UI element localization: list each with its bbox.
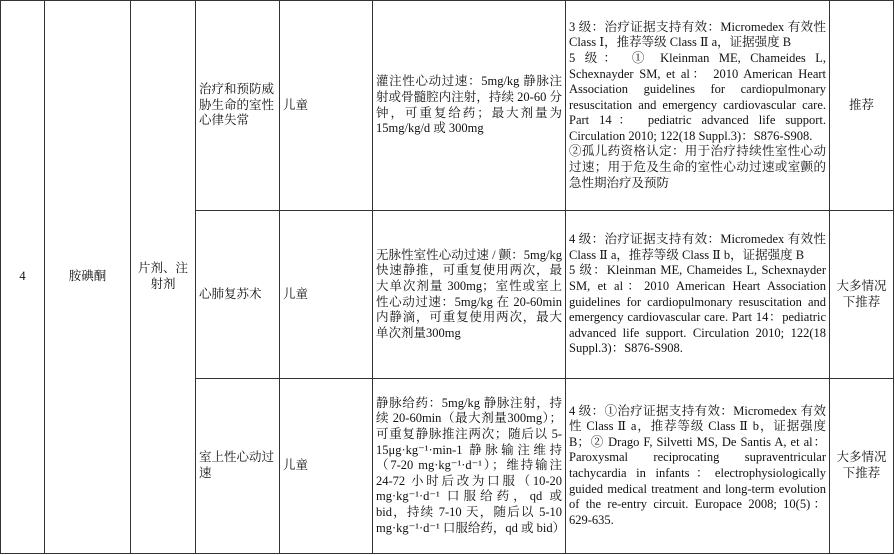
drug-name: 胺碘酮 (45, 1, 131, 554)
population-cell: 儿童 (280, 211, 373, 379)
row-number: 4 (1, 1, 45, 554)
dosage-cell: 静脉给药：5mg/kg 静脉注射，持续 20-60min（最大剂量300mg）；可重复静脉推注两次；随后以 5-15μg·kg⁻¹·min-1 静脉输注维持（7-20 mg·kg⁻¹·d⁻¹）；维持输注 24-72 小时后改为口服（10-20 mg·kg⁻¹·d⁻¹ 口服给药，qd 或 bid，持续 7-10 天，随后以 5-10 mg·kg⁻¹·d⁻¹ 口服给药，qd 或 bid） (373, 379, 566, 554)
indication-cell: 治疗和预防威胁生命的室性心律失常 (196, 1, 280, 211)
evidence-line: ②孤儿药资格认定：用于治疗持续性室性心动过速；用于危及生命的室性心动过速或室颤的急性期治疗及预防 (569, 144, 826, 190)
evidence-cell (566, 1, 830, 211)
dosage-form: 片剂、注射剂 (131, 1, 196, 554)
dosage-cell: 无脉性室性心动过速 / 颤：5mg/kg 快速静推，可重复使用两次，最大单次剂量 300mg；室性或室上性心动过速：5mg/kg 在 20-60min 内静滴，可重复使用两次，最大单次剂量300mg (373, 211, 566, 379)
evidence-line: 5 级：Kleinman ME, Chameides L, Schexnayder SM, et al：2010 American Heart Association guidelines for cardiopulmonary resuscitation and emergency cardiovascular care. Part 14：pediatric advanced life support. Circulation 2010; 122(18 Suppl.3)：S876-S908. (569, 263, 826, 356)
population-cell: 儿童 (280, 379, 373, 554)
table-row (1, 1, 894, 211)
evidence-cell (566, 379, 830, 554)
evidence-line: 5 级： ① Kleinman ME, Chameides L, Schexnayder SM, et al： 2010 American Heart Association guidelines for cardiopulmonary resuscitation and emergency cardiovascular care. Part 14： pediatric advanced life support. Circulation 2010; 122(18 Suppl.3)：S876-S908. (569, 50, 826, 143)
evidence-line: 3 级：治疗证据支持有效：Micromedex 有效性 Class Ⅰ，推荐等级 Class Ⅱ a，证据强度 B (569, 19, 826, 50)
indication-cell: 室上性心动过速 (196, 379, 280, 554)
recommendation-cell: 大多情况下推荐 (830, 379, 894, 554)
dosage-cell: 灌注性心动过速：5mg/kg 静脉注射或骨髓腔内注射，持续 20-60 分钟，可重复给药；最大剂量为 15mg/kg/d 或 300mg (373, 1, 566, 211)
evidence-line: 4 级：治疗证据支持有效：Micromedex 有效性 Class Ⅱ a，推荐等级 Class Ⅱ b，证据强度 B (569, 232, 826, 262)
indication-cell: 心肺复苏术 (196, 211, 280, 379)
recommendation-cell: 推荐 (830, 1, 894, 211)
evidence-cell (566, 211, 830, 379)
recommendation-cell: 大多情况下推荐 (830, 211, 894, 379)
population-cell: 儿童 (280, 1, 373, 211)
evidence-line: 4 级：①治疗证据支持有效：Micromedex 有效性 Class Ⅱ a，推荐等级 Class Ⅱ b，证据强度 B；② Drago F, Silvetti MS, De Santis A, et al：Paroxysmal reciprocating supraventricular tachycardia in infants：electrophysiologically guided medical treatment and long-term evolution of the re-entry circuit. Europace 2008; 10(5)：629-635. (569, 403, 826, 527)
